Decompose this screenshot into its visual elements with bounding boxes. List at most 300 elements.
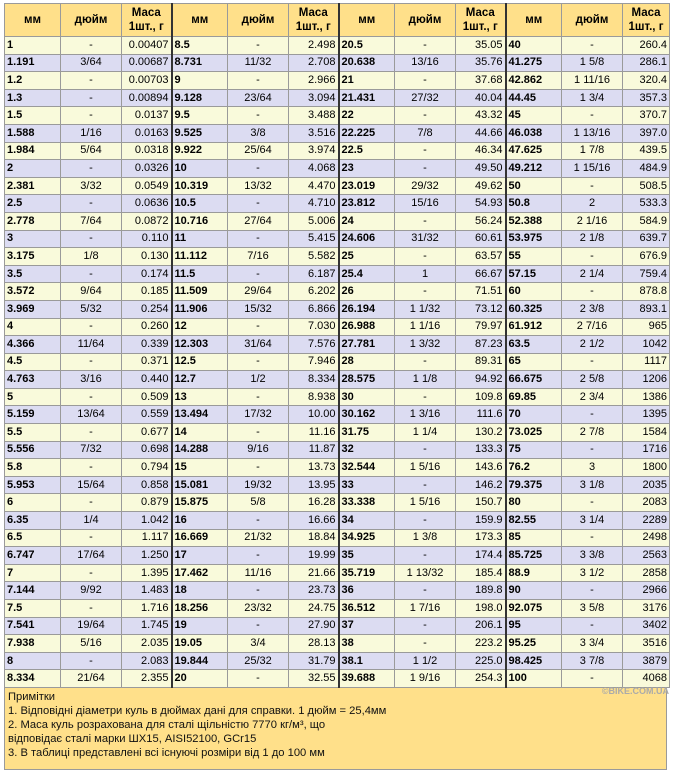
size-inch-cell: 1 7/16 bbox=[395, 600, 456, 618]
mass-cell: 19.99 bbox=[289, 547, 339, 565]
size-mm-cell: 37 bbox=[339, 617, 395, 635]
mass-cell: 2858 bbox=[623, 564, 670, 582]
size-inch-cell: - bbox=[61, 353, 122, 371]
size-inch-cell: - bbox=[228, 459, 289, 477]
mass-cell: 260.4 bbox=[623, 37, 670, 55]
size-mm-cell: 73.025 bbox=[506, 424, 562, 442]
size-inch-cell: 3/32 bbox=[61, 177, 122, 195]
size-mm-cell: 36 bbox=[339, 582, 395, 600]
mass-cell: 759.4 bbox=[623, 265, 670, 283]
size-mm-cell: 49.212 bbox=[506, 160, 562, 178]
size-inch-cell: 27/32 bbox=[395, 89, 456, 107]
size-inch-cell: - bbox=[395, 212, 456, 230]
mass-cell: 43.32 bbox=[456, 107, 506, 125]
size-mm-cell: 23.019 bbox=[339, 177, 395, 195]
table-row bbox=[5, 230, 670, 248]
mass-cell: 4.470 bbox=[289, 177, 339, 195]
mass-cell: 0.110 bbox=[122, 230, 172, 248]
mass-cell: 6.866 bbox=[289, 300, 339, 318]
mass-cell: 2083 bbox=[623, 494, 670, 512]
header-mm: мм bbox=[5, 4, 61, 37]
mass-cell: 89.31 bbox=[456, 353, 506, 371]
size-inch-cell: 9/92 bbox=[61, 582, 122, 600]
size-inch-cell: 1 11/16 bbox=[562, 72, 623, 90]
table-row bbox=[5, 600, 670, 618]
size-mm-cell: 5.953 bbox=[5, 476, 61, 494]
size-inch-cell: 1 15/16 bbox=[562, 160, 623, 178]
ball-size-table bbox=[4, 3, 670, 688]
size-inch-cell: 5/32 bbox=[61, 300, 122, 318]
table-row bbox=[5, 371, 670, 389]
size-mm-cell: 39.688 bbox=[339, 670, 395, 688]
mass-cell: 320.4 bbox=[623, 72, 670, 90]
table-row bbox=[5, 582, 670, 600]
size-inch-cell: 3 3/8 bbox=[562, 547, 623, 565]
header-mass: Маса 1шт., г bbox=[122, 4, 172, 37]
size-inch-cell: 11/16 bbox=[228, 564, 289, 582]
size-mm-cell: 5.5 bbox=[5, 424, 61, 442]
mass-cell: 0.0872 bbox=[122, 212, 172, 230]
size-inch-cell: - bbox=[395, 160, 456, 178]
size-mm-cell: 20.5 bbox=[339, 37, 395, 55]
size-mm-cell: 1 bbox=[5, 37, 61, 55]
mass-cell: 1.745 bbox=[122, 617, 172, 635]
size-inch-cell: - bbox=[395, 582, 456, 600]
size-inch-cell: - bbox=[562, 107, 623, 125]
size-mm-cell: 11.112 bbox=[172, 248, 228, 266]
size-mm-cell: 3 bbox=[5, 230, 61, 248]
size-inch-cell: - bbox=[61, 265, 122, 283]
mass-cell: 73.12 bbox=[456, 300, 506, 318]
mass-cell: 18.84 bbox=[289, 529, 339, 547]
size-mm-cell: 8.731 bbox=[172, 54, 228, 72]
table-row bbox=[5, 160, 670, 178]
mass-cell: 2.083 bbox=[122, 652, 172, 670]
size-mm-cell: 17 bbox=[172, 547, 228, 565]
mass-cell: 23.73 bbox=[289, 582, 339, 600]
size-inch-cell: 2 3/4 bbox=[562, 388, 623, 406]
size-inch-cell: 3/64 bbox=[61, 54, 122, 72]
size-inch-cell: - bbox=[61, 494, 122, 512]
mass-cell: 206.1 bbox=[456, 617, 506, 635]
mass-cell: 0.00687 bbox=[122, 54, 172, 72]
size-inch-cell: 15/32 bbox=[228, 300, 289, 318]
size-mm-cell: 90 bbox=[506, 582, 562, 600]
mass-cell: 37.68 bbox=[456, 72, 506, 90]
mass-cell: 109.8 bbox=[456, 388, 506, 406]
table-body bbox=[5, 37, 670, 688]
size-mm-cell: 69.85 bbox=[506, 388, 562, 406]
size-mm-cell: 27.781 bbox=[339, 336, 395, 354]
mass-cell: 87.23 bbox=[456, 336, 506, 354]
mass-cell: 94.92 bbox=[456, 371, 506, 389]
header-inch: дюйм bbox=[395, 4, 456, 37]
mass-cell: 0.0163 bbox=[122, 124, 172, 142]
mass-cell: 2289 bbox=[623, 512, 670, 530]
size-mm-cell: 6.35 bbox=[5, 512, 61, 530]
size-mm-cell: 2.381 bbox=[5, 177, 61, 195]
mass-cell: 54.93 bbox=[456, 195, 506, 213]
size-inch-cell: 3 bbox=[562, 459, 623, 477]
size-inch-cell: 21/32 bbox=[228, 529, 289, 547]
size-inch-cell: 1/8 bbox=[61, 248, 122, 266]
size-mm-cell: 24.606 bbox=[339, 230, 395, 248]
header-inch: дюйм bbox=[562, 4, 623, 37]
mass-cell: 21.66 bbox=[289, 564, 339, 582]
note-line: відповідає сталі марки ШХ15, AISI52100, GCr15 bbox=[8, 732, 257, 745]
size-inch-cell: 1 1/32 bbox=[395, 300, 456, 318]
size-inch-cell: 5/64 bbox=[61, 142, 122, 160]
mass-cell: 0.00407 bbox=[122, 37, 172, 55]
size-inch-cell: - bbox=[61, 37, 122, 55]
mass-cell: 1386 bbox=[623, 388, 670, 406]
size-inch-cell: - bbox=[395, 72, 456, 90]
table-row bbox=[5, 283, 670, 301]
size-mm-cell: 20.638 bbox=[339, 54, 395, 72]
size-inch-cell: - bbox=[395, 547, 456, 565]
table-row bbox=[5, 195, 670, 213]
mass-cell: 2563 bbox=[623, 547, 670, 565]
mass-cell: 3.094 bbox=[289, 89, 339, 107]
size-inch-cell: - bbox=[228, 617, 289, 635]
size-inch-cell: - bbox=[61, 160, 122, 178]
mass-cell: 965 bbox=[623, 318, 670, 336]
mass-cell: 0.0636 bbox=[122, 195, 172, 213]
mass-cell: 6.187 bbox=[289, 265, 339, 283]
mass-cell: 173.3 bbox=[456, 529, 506, 547]
mass-cell: 0.371 bbox=[122, 353, 172, 371]
size-mm-cell: 36.512 bbox=[339, 600, 395, 618]
size-inch-cell: - bbox=[395, 441, 456, 459]
table-row bbox=[5, 72, 670, 90]
size-inch-cell: 1 13/16 bbox=[562, 124, 623, 142]
mass-cell: 44.66 bbox=[456, 124, 506, 142]
mass-cell: 71.51 bbox=[456, 283, 506, 301]
size-mm-cell: 9 bbox=[172, 72, 228, 90]
size-inch-cell: 29/64 bbox=[228, 283, 289, 301]
size-mm-cell: 9.5 bbox=[172, 107, 228, 125]
size-inch-cell: 1 5/16 bbox=[395, 494, 456, 512]
size-inch-cell: 25/32 bbox=[228, 652, 289, 670]
size-inch-cell: - bbox=[562, 582, 623, 600]
size-inch-cell: - bbox=[61, 318, 122, 336]
size-mm-cell: 13 bbox=[172, 388, 228, 406]
mass-cell: 111.6 bbox=[456, 406, 506, 424]
mass-cell: 1.117 bbox=[122, 529, 172, 547]
size-inch-cell: 2 1/8 bbox=[562, 230, 623, 248]
size-mm-cell: 100 bbox=[506, 670, 562, 688]
mass-cell: 0.0326 bbox=[122, 160, 172, 178]
size-mm-cell: 53.975 bbox=[506, 230, 562, 248]
size-mm-cell: 21 bbox=[339, 72, 395, 90]
size-inch-cell: - bbox=[228, 230, 289, 248]
size-inch-cell: 1 3/32 bbox=[395, 336, 456, 354]
size-inch-cell: 9/16 bbox=[228, 441, 289, 459]
size-inch-cell: 9/64 bbox=[61, 283, 122, 301]
size-mm-cell: 18.256 bbox=[172, 600, 228, 618]
size-mm-cell: 70 bbox=[506, 406, 562, 424]
mass-cell: 0.698 bbox=[122, 441, 172, 459]
ball-size-table-sheet bbox=[4, 3, 669, 770]
mass-cell: 150.7 bbox=[456, 494, 506, 512]
mass-cell: 0.00894 bbox=[122, 89, 172, 107]
size-mm-cell: 14.288 bbox=[172, 441, 228, 459]
table-row bbox=[5, 512, 670, 530]
size-inch-cell: - bbox=[228, 72, 289, 90]
size-inch-cell: - bbox=[395, 248, 456, 266]
size-mm-cell: 10.5 bbox=[172, 195, 228, 213]
table-row bbox=[5, 635, 670, 653]
size-inch-cell: 7/8 bbox=[395, 124, 456, 142]
size-inch-cell: - bbox=[228, 424, 289, 442]
mass-cell: 0.677 bbox=[122, 424, 172, 442]
table-row bbox=[5, 424, 670, 442]
size-mm-cell: 19.05 bbox=[172, 635, 228, 653]
size-mm-cell: 95.25 bbox=[506, 635, 562, 653]
size-mm-cell: 8 bbox=[5, 652, 61, 670]
size-mm-cell: 60.325 bbox=[506, 300, 562, 318]
size-mm-cell: 1.984 bbox=[5, 142, 61, 160]
size-mm-cell: 4 bbox=[5, 318, 61, 336]
size-inch-cell: - bbox=[61, 529, 122, 547]
size-mm-cell: 88.9 bbox=[506, 564, 562, 582]
size-inch-cell: 2 bbox=[562, 195, 623, 213]
mass-cell: 370.7 bbox=[623, 107, 670, 125]
size-mm-cell: 6.5 bbox=[5, 529, 61, 547]
watermark: ©BIKE.COM.UA bbox=[601, 686, 669, 696]
size-inch-cell: - bbox=[395, 142, 456, 160]
table-row bbox=[5, 406, 670, 424]
size-inch-cell: 1 1/16 bbox=[395, 318, 456, 336]
table-row bbox=[5, 441, 670, 459]
size-inch-cell: - bbox=[228, 160, 289, 178]
size-mm-cell: 31.75 bbox=[339, 424, 395, 442]
size-mm-cell: 2 bbox=[5, 160, 61, 178]
mass-cell: 63.57 bbox=[456, 248, 506, 266]
mass-cell: 1206 bbox=[623, 371, 670, 389]
size-mm-cell: 7.541 bbox=[5, 617, 61, 635]
size-mm-cell: 2.5 bbox=[5, 195, 61, 213]
mass-cell: 185.4 bbox=[456, 564, 506, 582]
size-inch-cell: - bbox=[228, 265, 289, 283]
size-inch-cell: 15/16 bbox=[395, 195, 456, 213]
size-inch-cell: - bbox=[61, 388, 122, 406]
size-inch-cell: 13/16 bbox=[395, 54, 456, 72]
size-inch-cell: - bbox=[395, 107, 456, 125]
note-line: 3. В таблиці представлені всі існуючі розміри від 1 до 100 мм bbox=[8, 746, 325, 759]
size-inch-cell: 1 3/16 bbox=[395, 406, 456, 424]
size-mm-cell: 63.5 bbox=[506, 336, 562, 354]
mass-cell: 676.9 bbox=[623, 248, 670, 266]
table-row bbox=[5, 318, 670, 336]
size-mm-cell: 60 bbox=[506, 283, 562, 301]
mass-cell: 1.250 bbox=[122, 547, 172, 565]
size-inch-cell: - bbox=[395, 353, 456, 371]
mass-cell: 1800 bbox=[623, 459, 670, 477]
size-inch-cell: 1 1/4 bbox=[395, 424, 456, 442]
size-mm-cell: 12.5 bbox=[172, 353, 228, 371]
table-row bbox=[5, 494, 670, 512]
size-mm-cell: 13.494 bbox=[172, 406, 228, 424]
size-mm-cell: 15.081 bbox=[172, 476, 228, 494]
size-inch-cell: 2 3/8 bbox=[562, 300, 623, 318]
size-mm-cell: 1.3 bbox=[5, 89, 61, 107]
size-mm-cell: 38 bbox=[339, 635, 395, 653]
size-inch-cell: - bbox=[395, 512, 456, 530]
size-mm-cell: 5.159 bbox=[5, 406, 61, 424]
mass-cell: 189.8 bbox=[456, 582, 506, 600]
size-mm-cell: 22.225 bbox=[339, 124, 395, 142]
size-mm-cell: 16 bbox=[172, 512, 228, 530]
size-mm-cell: 10.319 bbox=[172, 177, 228, 195]
size-mm-cell: 6 bbox=[5, 494, 61, 512]
mass-cell: 28.13 bbox=[289, 635, 339, 653]
table-row bbox=[5, 89, 670, 107]
size-mm-cell: 1.5 bbox=[5, 107, 61, 125]
size-mm-cell: 25 bbox=[339, 248, 395, 266]
note-line: 2. Маса куль розрахована для сталі щільністю 7770 кг/м³, що bbox=[8, 718, 326, 731]
mass-cell: 4.068 bbox=[289, 160, 339, 178]
size-inch-cell: - bbox=[61, 424, 122, 442]
mass-cell: 639.7 bbox=[623, 230, 670, 248]
size-mm-cell: 55 bbox=[506, 248, 562, 266]
size-inch-cell: - bbox=[562, 177, 623, 195]
size-inch-cell: 11/64 bbox=[61, 336, 122, 354]
size-mm-cell: 95 bbox=[506, 617, 562, 635]
size-inch-cell: 2 5/8 bbox=[562, 371, 623, 389]
size-inch-cell: 31/32 bbox=[395, 230, 456, 248]
size-inch-cell: - bbox=[395, 388, 456, 406]
size-mm-cell: 75 bbox=[506, 441, 562, 459]
size-inch-cell: 5/8 bbox=[228, 494, 289, 512]
mass-cell: 1.395 bbox=[122, 564, 172, 582]
size-mm-cell: 30.162 bbox=[339, 406, 395, 424]
size-inch-cell: 1 9/16 bbox=[395, 670, 456, 688]
mass-cell: 3176 bbox=[623, 600, 670, 618]
size-mm-cell: 28.575 bbox=[339, 371, 395, 389]
mass-cell: 35.05 bbox=[456, 37, 506, 55]
size-mm-cell: 4.763 bbox=[5, 371, 61, 389]
size-inch-cell: 3/4 bbox=[228, 635, 289, 653]
size-mm-cell: 85.725 bbox=[506, 547, 562, 565]
size-inch-cell: - bbox=[61, 195, 122, 213]
size-mm-cell: 34.925 bbox=[339, 529, 395, 547]
mass-cell: 27.90 bbox=[289, 617, 339, 635]
size-mm-cell: 12 bbox=[172, 318, 228, 336]
mass-cell: 584.9 bbox=[623, 212, 670, 230]
mass-cell: 4068 bbox=[623, 670, 670, 688]
size-inch-cell: 25/64 bbox=[228, 142, 289, 160]
size-mm-cell: 8.5 bbox=[172, 37, 228, 55]
notes-box bbox=[4, 688, 667, 770]
size-inch-cell: 17/32 bbox=[228, 406, 289, 424]
size-inch-cell: - bbox=[61, 600, 122, 618]
size-mm-cell: 38.1 bbox=[339, 652, 395, 670]
mass-cell: 133.3 bbox=[456, 441, 506, 459]
size-mm-cell: 30 bbox=[339, 388, 395, 406]
mass-cell: 2.966 bbox=[289, 72, 339, 90]
mass-cell: 1584 bbox=[623, 424, 670, 442]
mass-cell: 56.24 bbox=[456, 212, 506, 230]
size-mm-cell: 3.969 bbox=[5, 300, 61, 318]
size-inch-cell: - bbox=[61, 107, 122, 125]
size-inch-cell: 3/16 bbox=[61, 371, 122, 389]
size-inch-cell: 11/32 bbox=[228, 54, 289, 72]
size-inch-cell: - bbox=[562, 37, 623, 55]
size-mm-cell: 9.128 bbox=[172, 89, 228, 107]
mass-cell: 0.130 bbox=[122, 248, 172, 266]
mass-cell: 0.0137 bbox=[122, 107, 172, 125]
mass-cell: 16.66 bbox=[289, 512, 339, 530]
size-mm-cell: 4.366 bbox=[5, 336, 61, 354]
size-mm-cell: 33 bbox=[339, 476, 395, 494]
size-inch-cell: 27/64 bbox=[228, 212, 289, 230]
table-row bbox=[5, 300, 670, 318]
table-row bbox=[5, 265, 670, 283]
size-mm-cell: 12.7 bbox=[172, 371, 228, 389]
size-inch-cell: - bbox=[562, 248, 623, 266]
size-inch-cell: 5/16 bbox=[61, 635, 122, 653]
mass-cell: 878.8 bbox=[623, 283, 670, 301]
mass-cell: 7.030 bbox=[289, 318, 339, 336]
size-inch-cell: 1 7/8 bbox=[562, 142, 623, 160]
size-mm-cell: 10.716 bbox=[172, 212, 228, 230]
table-row bbox=[5, 670, 670, 688]
size-mm-cell: 76.2 bbox=[506, 459, 562, 477]
mass-cell: 3.974 bbox=[289, 142, 339, 160]
mass-cell: 1.716 bbox=[122, 600, 172, 618]
size-mm-cell: 25.4 bbox=[339, 265, 395, 283]
size-inch-cell: 21/64 bbox=[61, 670, 122, 688]
size-mm-cell: 26 bbox=[339, 283, 395, 301]
size-mm-cell: 15.875 bbox=[172, 494, 228, 512]
size-inch-cell: - bbox=[395, 283, 456, 301]
size-mm-cell: 16.669 bbox=[172, 529, 228, 547]
header-mm: мм bbox=[172, 4, 228, 37]
table-row bbox=[5, 476, 670, 494]
size-inch-cell: 1/16 bbox=[61, 124, 122, 142]
mass-cell: 0.254 bbox=[122, 300, 172, 318]
size-inch-cell: - bbox=[562, 529, 623, 547]
size-mm-cell: 9.525 bbox=[172, 124, 228, 142]
size-inch-cell: 3 1/8 bbox=[562, 476, 623, 494]
size-mm-cell: 20 bbox=[172, 670, 228, 688]
size-inch-cell: - bbox=[228, 37, 289, 55]
size-mm-cell: 6.747 bbox=[5, 547, 61, 565]
mass-cell: 0.0549 bbox=[122, 177, 172, 195]
size-inch-cell: 13/32 bbox=[228, 177, 289, 195]
size-mm-cell: 9.922 bbox=[172, 142, 228, 160]
size-inch-cell: 3 7/8 bbox=[562, 652, 623, 670]
mass-cell: 397.0 bbox=[623, 124, 670, 142]
mass-cell: 13.73 bbox=[289, 459, 339, 477]
mass-cell: 143.6 bbox=[456, 459, 506, 477]
size-inch-cell: 7/16 bbox=[228, 248, 289, 266]
mass-cell: 49.50 bbox=[456, 160, 506, 178]
size-mm-cell: 5.556 bbox=[5, 441, 61, 459]
mass-cell: 3.516 bbox=[289, 124, 339, 142]
size-mm-cell: 82.55 bbox=[506, 512, 562, 530]
size-inch-cell: 1 bbox=[395, 265, 456, 283]
mass-cell: 357.3 bbox=[623, 89, 670, 107]
size-mm-cell: 11.906 bbox=[172, 300, 228, 318]
mass-cell: 11.16 bbox=[289, 424, 339, 442]
mass-cell: 24.75 bbox=[289, 600, 339, 618]
size-inch-cell: 2 7/8 bbox=[562, 424, 623, 442]
size-mm-cell: 5.8 bbox=[5, 459, 61, 477]
size-mm-cell: 66.675 bbox=[506, 371, 562, 389]
size-inch-cell: - bbox=[61, 230, 122, 248]
